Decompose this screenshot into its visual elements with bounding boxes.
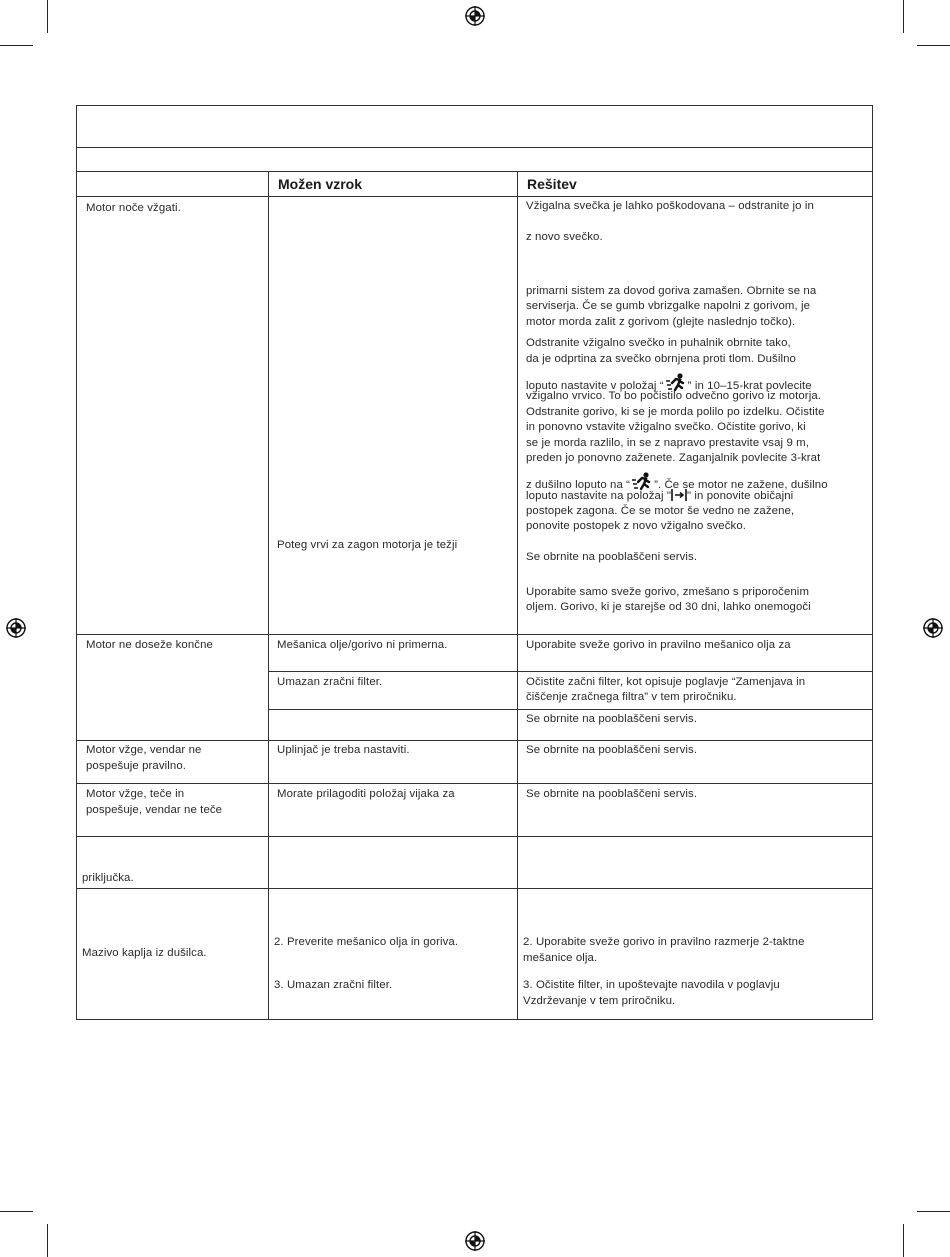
row-divider xyxy=(76,783,873,784)
table-border xyxy=(76,105,873,106)
column-divider xyxy=(268,171,269,1020)
table-border xyxy=(76,1019,873,1020)
solution-line xyxy=(526,488,793,505)
solution-line: preden jo ponovno zaženete. Zaganjalnik povlecite 3-krat xyxy=(526,452,821,464)
row-divider xyxy=(76,740,873,741)
table-border xyxy=(872,105,873,1020)
solution-line: Odstranite gorivo, ki se je morda polilo po izdelku. Očistite xyxy=(526,406,825,418)
column-header-cause: Možen vzrok xyxy=(278,176,363,192)
crop-mark xyxy=(0,45,33,46)
crop-mark xyxy=(47,1224,48,1257)
crop-mark xyxy=(917,1211,950,1212)
row-divider xyxy=(268,709,873,710)
solution-line: mešanice olja. xyxy=(523,952,598,964)
crop-mark xyxy=(0,1211,33,1212)
row-divider xyxy=(268,671,873,672)
solution-text: " in ponovite običajni xyxy=(687,490,794,502)
cause-cell: 3. Umazan zračni filter. xyxy=(274,979,393,991)
row-divider xyxy=(76,196,873,197)
solution-line: motor morda zalit z gorivom (glejte naslednjo točko). xyxy=(526,316,796,328)
row-divider xyxy=(76,634,873,635)
problem-line: pospešuje, vendar ne teče xyxy=(86,804,223,816)
solution-line: čiščenje zračnega filtra” v tem priročniku. xyxy=(526,691,737,703)
row-divider xyxy=(76,147,873,148)
row-divider xyxy=(76,171,873,172)
cause-cell: Uplinjač je treba nastaviti. xyxy=(277,744,410,756)
cause-cell: Morate prilagoditi položaj vijaka za xyxy=(277,788,455,800)
crop-mark xyxy=(903,0,904,33)
solution-line: Vzdrževanje v tem priročniku. xyxy=(523,995,676,1007)
run-position-icon xyxy=(671,488,687,502)
cause-cell: Umazan zračni filter. xyxy=(277,676,383,688)
solution-cell: Uporabite sveže gorivo in pravilno mešanico olja za xyxy=(526,639,791,651)
solution-line: da je odprtina za svečko obrnjena proti tlom. Dušilno xyxy=(526,353,796,365)
solution-text: z dušilno loputo na “ xyxy=(526,479,631,491)
solution-line: Očistite začni filter, kot opisuje poglavje “Zamenjava in xyxy=(526,676,806,688)
solution-line: Se obrnite na pooblaščeni servis. xyxy=(526,551,698,563)
registration-mark-icon xyxy=(464,1230,486,1252)
table-border xyxy=(76,105,77,1020)
solution-line: primarni sistem za dovod goriva zamašen. Obrnite se na xyxy=(526,285,817,297)
problem-line: Motor vžge, teče in xyxy=(86,788,185,800)
solution-cell: Se obrnite na pooblaščeni servis. xyxy=(526,713,698,725)
solution-line: 3. Očistite filter, in upoštevajte navodila v poglavju xyxy=(523,979,780,991)
registration-mark-icon xyxy=(922,617,944,639)
cause-cell: Poteg vrvi za zagon motorja je težji xyxy=(277,539,458,551)
solution-line: ponovite postopek z novo vžigalno svečko. xyxy=(526,520,747,532)
solution-cell: Se obrnite na pooblaščeni servis. xyxy=(526,788,698,800)
solution-text: loputo nastavite na položaj " xyxy=(526,490,671,502)
row-divider xyxy=(76,836,873,837)
crop-mark xyxy=(917,45,950,46)
cause-cell: Mešanica olje/gorivo ni primerna. xyxy=(277,639,448,651)
problem-cell: priključka. xyxy=(82,872,134,884)
problem-cell: Motor noče vžgati. xyxy=(86,202,181,214)
solution-line: Uporabite samo sveže gorivo, zmešano s priporočenim xyxy=(526,586,810,598)
solution-line: in ponovno vstavite vžigalno svečko. Očistite gorivo, ki xyxy=(526,421,806,433)
solution-line: Odstranite vžigalno svečko in puhalnik obrnite tako, xyxy=(526,337,791,349)
registration-mark-icon xyxy=(464,5,486,27)
column-divider xyxy=(517,171,518,1020)
registration-mark-icon xyxy=(5,617,27,639)
solution-line: oljem. Gorivo, ki je starejše od 30 dni, lahko onemogoči xyxy=(526,601,811,613)
crop-mark xyxy=(47,0,48,33)
problem-cell: Mazivo kaplja iz dušilca. xyxy=(82,947,207,959)
column-header-solution: Rešitev xyxy=(527,176,577,192)
cause-cell: 2. Preverite mešanico olja in goriva. xyxy=(274,936,459,948)
solution-cell: Se obrnite na pooblaščeni servis. xyxy=(526,744,698,756)
solution-line: postopek zagona. Če se motor še vedno ne zažene, xyxy=(526,505,795,517)
solution-line: se je morda razlilo, in se z napravo prestavite vsaj 9 m, xyxy=(526,437,809,449)
problem-line: Motor vžge, vendar ne xyxy=(86,744,202,756)
crop-mark xyxy=(903,1224,904,1257)
solution-line: 2. Uporabite sveže gorivo in pravilno razmerje 2-taktne xyxy=(523,936,805,948)
solution-text: ”. Če se motor ne zažene, dušilno xyxy=(654,479,828,491)
row-divider xyxy=(76,888,873,889)
solution-line: Vžigalna svečka je lahko poškodovana – odstranite jo in xyxy=(526,200,814,212)
solution-text: loputo nastavite v položaj “ xyxy=(526,380,664,392)
solution-line: serviserja. Če se gumb vbrizgalke napolni z gorivom, je xyxy=(526,300,811,312)
problem-line: pospešuje pravilno. xyxy=(86,760,187,772)
solution-text: ” in 10–15-krat povlecite xyxy=(687,380,812,392)
problem-cell: Motor ne doseže končne xyxy=(86,639,213,651)
solution-line: vžigalno vrvico. To bo počistilo odvečno gorivo iz motorja. xyxy=(526,390,822,402)
solution-line: z novo svečko. xyxy=(526,231,603,243)
